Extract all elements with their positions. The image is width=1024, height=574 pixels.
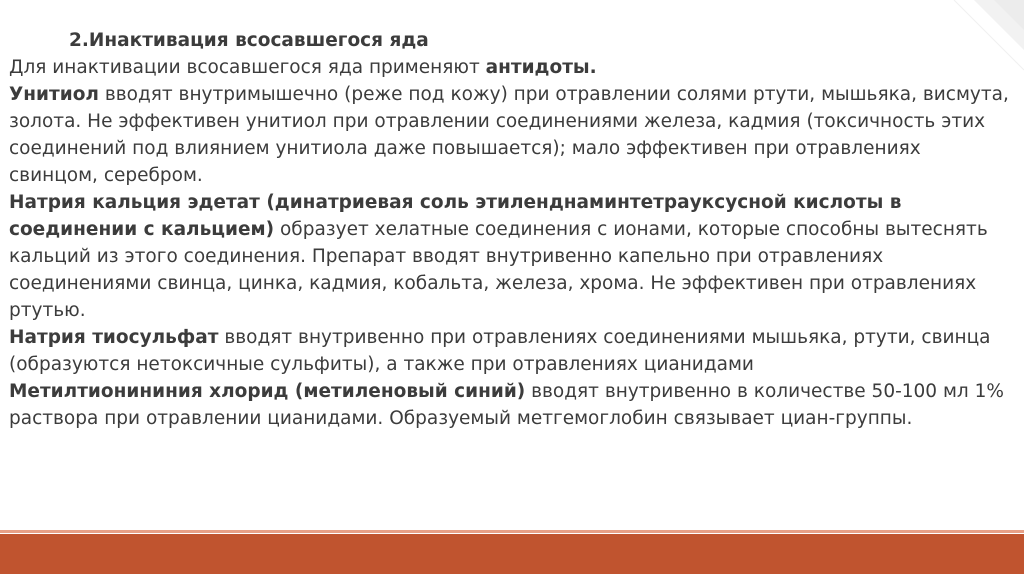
paragraph-text: Для инактивации всосавшегося яда применяют (9, 57, 486, 78)
footer-bar (0, 534, 1024, 574)
bold-term: Унитиол (9, 84, 99, 105)
paragraph-text: вводят внутривенно в количестве 50-100 мл 1% раствора при отравлении цианидами. Образуемый метгемоглобин связывает циан-группы. (9, 381, 1004, 429)
paragraph-unithiol (9, 81, 1009, 189)
footer-accent-line (0, 530, 1024, 533)
paragraph-text: вводят внутримышечно (реже под кожу) при отравлении солями ртути, мышьяка, висмута, золота. Не эффективен унитиол при отравлении соединениями железа, кадмия (токсичность этих соединений под влиянием унитиола даже повышается); мало эффективен при отравлениях свинцом, серебром. (9, 84, 1009, 186)
paragraph-edetate (9, 189, 1009, 324)
paragraph-text: вводят внутривенно при отравлениях соединениями мышьяка, ртути, свинца (образуются нетоксичные сульфиты), а также при отравлениях цианидами (9, 327, 991, 375)
paragraph-antidotes (9, 54, 1009, 81)
paragraph-thiosulfate (9, 324, 1009, 378)
paragraph-text: образует хелатные соединения с ионами, которые способны вытеснять кальций из этого соединения. Препарат вводят внутривенно капельно при отравлениях соединениями свинца, цинка, кадмия, кобальта, железа, хрома. Не эффективен при отравлениях ртутью. (9, 219, 988, 321)
paragraph-methylene-blue (9, 378, 1009, 432)
bold-term: Натрия кальция эдетат (динатриевая соль этиленднаминтетрауксусной кислоты в соединении с кальцием) (9, 192, 902, 240)
slide-title: 2.Инактивация всосавшегося яда (69, 30, 429, 51)
slide-content (9, 27, 1009, 432)
bold-term: Натрия тиосульфат (9, 327, 219, 348)
bold-term: антидоты. (485, 57, 597, 78)
bold-term: Метилтионининия хлорид (метиленовый синий) (9, 381, 526, 402)
